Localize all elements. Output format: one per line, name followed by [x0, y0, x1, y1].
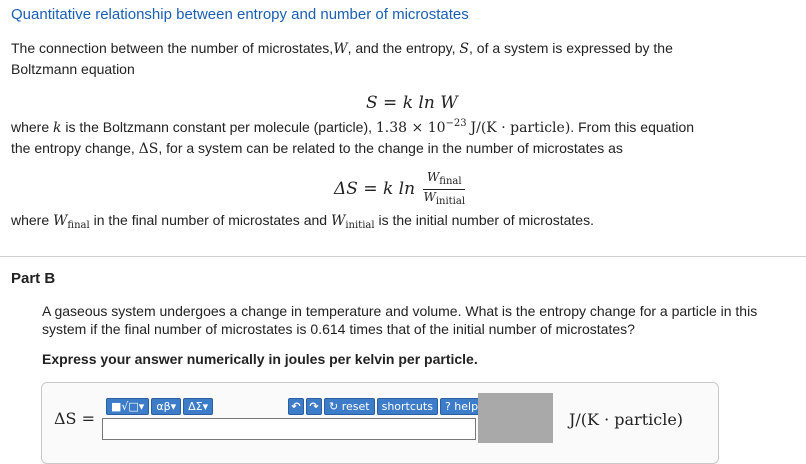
- symbols-label: ΔΣ: [188, 400, 203, 413]
- intro-text: is the Boltzmann constant per molecule (particle),: [65, 119, 372, 135]
- intro-text: in the final number of microstates and: [93, 212, 328, 228]
- entropy-change-equation: [334, 170, 465, 209]
- subscript: final: [439, 176, 462, 187]
- intro-paragraph-3: [11, 210, 594, 236]
- intro-text: where: [11, 212, 50, 228]
- shortcuts-button[interactable]: [377, 398, 438, 415]
- chevron-down-icon: ▾: [202, 400, 209, 413]
- undo-button[interactable]: [288, 398, 304, 415]
- answer-lhs-label: ΔS =: [54, 409, 96, 428]
- intro-paragraph-2: [11, 114, 694, 159]
- refresh-icon: ↻: [329, 400, 339, 413]
- templates-button[interactable]: [106, 398, 149, 415]
- symbol-W: W: [426, 170, 440, 184]
- shortcuts-label: shortcuts: [381, 400, 433, 413]
- symbols-button[interactable]: [183, 398, 213, 415]
- redo-button[interactable]: [306, 398, 322, 415]
- intro-text: The connection between the number of microstates,: [11, 40, 334, 56]
- templates-label: ■√□: [111, 400, 139, 413]
- symbol-W: W: [330, 213, 346, 229]
- greek-label: αβ: [156, 400, 171, 413]
- equation-text: ΔS = k ln: [334, 179, 416, 199]
- symbol-k: k: [53, 120, 62, 136]
- constant-unit: J/(K · particle): [470, 120, 571, 136]
- intro-text: , and the entropy,: [347, 40, 456, 56]
- math-toolbar-right: [288, 398, 483, 416]
- symbol-W: W: [423, 190, 436, 204]
- symbol-W: W: [53, 213, 68, 229]
- intro-text: , for a system can be related to the change in the number of microstates as: [158, 140, 623, 156]
- intro-text: Boltzmann equation: [11, 61, 135, 77]
- intro-paragraph-1: [11, 38, 673, 79]
- part-label: Part B: [11, 270, 56, 287]
- symbol-delta-S: ΔS: [138, 141, 159, 157]
- undo-icon: ↶: [291, 400, 301, 413]
- intro-text: is the initial number of microstates.: [378, 212, 594, 228]
- reset-button[interactable]: [324, 398, 375, 415]
- intro-text: where: [11, 119, 50, 135]
- question-text: A gaseous system undergoes a change in temperature and volume. What is the entropy change for a particle in this system if the final number of microstates is 0.614 times that of the initial number of microstates?: [42, 303, 758, 337]
- subscript: initial: [435, 196, 466, 207]
- answer-input[interactable]: [102, 418, 476, 440]
- greek-letters-button[interactable]: [151, 398, 181, 415]
- math-toolbar-left: [106, 398, 213, 416]
- answer-instruction: Express your answer numerically in joules per kelvin per particle.: [42, 351, 478, 367]
- equation-text: S = k ln W: [366, 93, 458, 113]
- chevron-down-icon: ▾: [138, 400, 145, 413]
- answer-side-panel: [478, 393, 553, 443]
- constant-value: 1.38 × 10: [375, 120, 446, 136]
- subscript: final: [67, 220, 90, 231]
- chevron-down-icon: ▾: [170, 400, 177, 413]
- microstate-ratio: [423, 170, 465, 209]
- section-divider: [0, 256, 806, 257]
- intro-text: . From this equation: [570, 119, 695, 135]
- redo-icon: ↷: [309, 400, 319, 413]
- symbol-W: W: [333, 41, 348, 57]
- page-title: Quantitative relationship between entropy and number of microstates: [11, 6, 469, 23]
- question-icon: ?: [444, 400, 451, 413]
- symbol-S: S: [459, 41, 469, 57]
- boltzmann-equation: [366, 93, 458, 113]
- intro-text: the entropy change,: [11, 140, 135, 156]
- constant-exponent: −23: [445, 118, 467, 129]
- subscript: initial: [345, 220, 375, 231]
- reset-label: reset: [341, 400, 370, 413]
- help-button[interactable]: [440, 398, 483, 415]
- intro-text: , of a system is expressed by the: [469, 40, 673, 56]
- answer-unit: J/(K · particle): [569, 410, 684, 429]
- help-label: help: [454, 400, 479, 413]
